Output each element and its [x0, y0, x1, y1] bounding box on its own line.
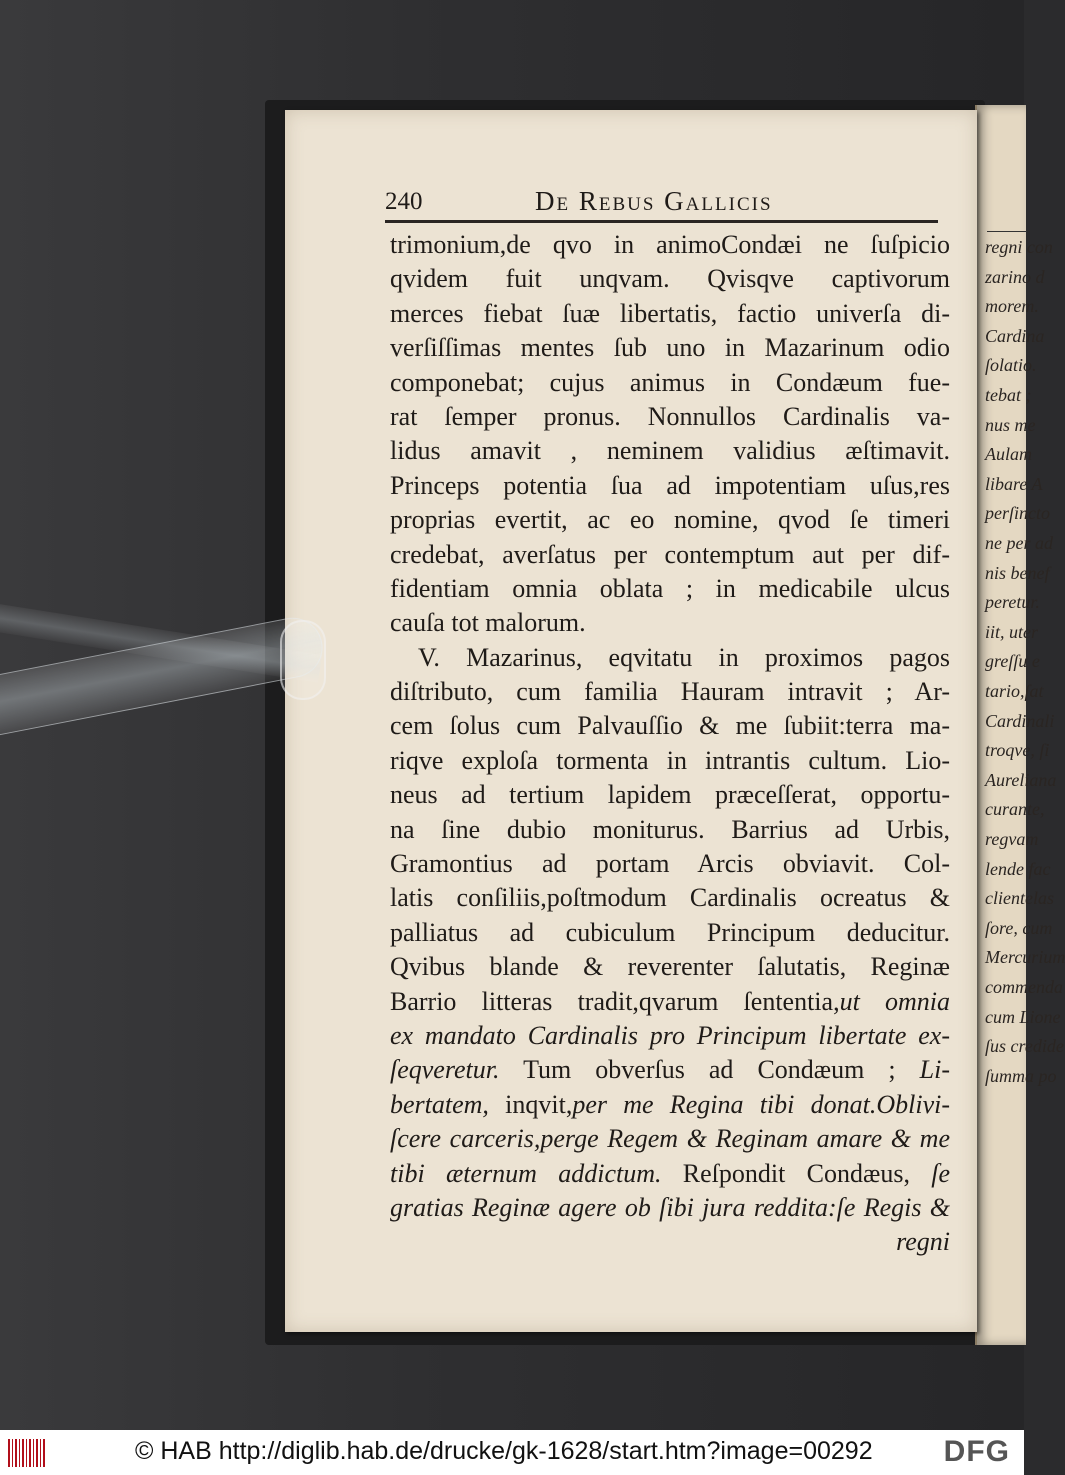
text-line — [390, 606, 950, 640]
facing-page-rule — [987, 231, 1027, 232]
facing-page-line: iit, uter — [985, 621, 1038, 642]
page-number: 240 — [385, 188, 423, 215]
facing-page-line: curante, — [985, 799, 1045, 820]
facing-page-edge — [975, 105, 1065, 1345]
text-line — [390, 434, 950, 468]
text-line — [390, 469, 950, 503]
facing-page-line: libare A — [985, 473, 1043, 494]
text-span: cem ſolus cum Palvauſſio & me ſubiit:terra ma- — [390, 711, 950, 741]
text-span: credebat, averſatus per contemptum aut per dif- — [390, 539, 950, 569]
text-line — [390, 813, 950, 847]
page-body-text — [390, 228, 950, 1260]
text-line — [390, 331, 950, 365]
italic-span: Li- — [919, 1055, 950, 1085]
facing-page-line: tario,ſat — [985, 681, 1044, 701]
dfg-logo: DFG — [943, 1435, 1010, 1468]
text-line — [390, 950, 950, 984]
facing-page-line: commenda — [985, 977, 1063, 997]
text-line — [390, 675, 950, 709]
italic-span: ut omnia — [839, 986, 950, 1016]
facing-page-line: ne per ad — [985, 533, 1053, 553]
facing-page-line: Cardina — [985, 325, 1045, 346]
facing-page-line: Aulam — [985, 444, 1032, 465]
italic-span: bertatem, — [390, 1089, 489, 1119]
text-line — [390, 503, 950, 537]
facing-page-line: ſore, cum — [985, 917, 1053, 938]
text-line — [390, 228, 950, 262]
text-span: Gramontius ad portam Arcis obviavit. Col- — [390, 849, 950, 879]
text-span: Tum obverſus ad Condæum ; — [499, 1055, 920, 1085]
text-line — [390, 1191, 950, 1225]
text-span: inqvit, — [488, 1089, 573, 1119]
italic-span: tibi æternum addictum. — [390, 1158, 662, 1188]
text-line — [390, 1157, 950, 1191]
text-span: proprias evertit, ac eo nomine, qvod ſe timeri — [390, 505, 950, 535]
italic-span: ſcere carceris,perge Regem & Reginam amare & me — [390, 1124, 950, 1154]
italic-span: regni — [896, 1227, 950, 1257]
text-line — [390, 538, 950, 572]
facing-page-line: perſincto — [985, 503, 1050, 524]
text-span: na ſine dubio moniturus. Barrius ad Urbis, — [390, 814, 950, 844]
facing-page-line: nis benef — [985, 562, 1050, 583]
text-line — [390, 744, 950, 778]
facing-page-line: regni con — [985, 237, 1053, 257]
header-rule — [385, 220, 938, 223]
text-span: latis conſiliis,poſtmodum Cardinalis ocreatus & — [390, 883, 950, 913]
text-span: merces fiebat ſuæ libertatis, factio univerſa di- — [390, 298, 950, 328]
text-line — [390, 709, 950, 743]
text-line — [390, 572, 950, 606]
facing-page-line: morem. — [985, 296, 1039, 317]
facing-page-line: lende fac — [985, 858, 1051, 879]
text-span: lidus amavit , neminem validius æſtimavit. — [390, 436, 950, 466]
text-line — [390, 847, 950, 881]
footer-bar — [0, 1430, 1024, 1475]
facing-page-line: zarino d — [985, 266, 1045, 287]
facing-page-line: peretur. — [985, 592, 1040, 613]
facing-page-line: clientelas — [985, 888, 1054, 909]
text-span: Reſpondit Condæus, — [661, 1158, 932, 1188]
text-line — [390, 1019, 950, 1053]
text-line — [390, 916, 950, 950]
facing-page-line: troqve, ſi — [985, 740, 1050, 761]
italic-span: per me Regina tibi donat.Oblivi- — [572, 1089, 950, 1119]
text-line — [390, 1088, 950, 1122]
facing-page-line: nus me — [985, 414, 1036, 435]
text-line — [390, 262, 950, 296]
text-span: diſtributo, cum familia Hauram intravit ; Ar- — [390, 677, 950, 707]
library-barcode-icon — [8, 1439, 46, 1467]
facing-page-line: Mercurium — [985, 947, 1065, 968]
facing-page-line: Aureliana — [985, 769, 1057, 790]
text-line — [390, 1053, 950, 1087]
text-span: componebat; cujus animus in Condæum fue- — [390, 367, 950, 397]
facing-page-line: ſolatio. — [985, 355, 1037, 376]
italic-span: ex mandato Cardinalis pro Principum libertate ex- — [390, 1020, 950, 1050]
italic-span: gratias Reginæ agere ob ſibi jura reddita:ſe Regis & — [390, 1192, 950, 1222]
source-credit-link[interactable]: © HAB http://diglib.hab.de/drucke/gk-1628/start.htm?image=00292 — [135, 1437, 873, 1465]
text-line — [390, 641, 950, 675]
text-span: cauſa tot malorum. — [390, 608, 586, 638]
text-line — [390, 778, 950, 812]
text-line — [390, 1122, 950, 1156]
facing-page-line: greſſu e — [985, 651, 1040, 672]
facing-page-line: cum Lione — [985, 1006, 1061, 1027]
text-span: fidentiam omnia oblata ; in medicabile ulcus — [390, 573, 950, 603]
text-span: trimonium,de qvo in animoCondæi ne ſuſpicio — [390, 230, 950, 259]
text-line — [390, 985, 950, 1019]
text-line — [390, 1225, 950, 1259]
facing-page-line: ſus credide — [985, 1036, 1064, 1057]
text-span: Princeps potentia ſua ad impotentiam uſus,res — [390, 470, 950, 500]
facing-page-line: Cardinali — [985, 710, 1055, 731]
text-span: Barrio litteras tradit,qvarum ſententia, — [390, 986, 840, 1016]
text-span: qvidem fuit unqvam. Qvisqve captivorum — [390, 264, 950, 294]
facing-page-line: ſumma po — [985, 1065, 1057, 1086]
text-line — [390, 400, 950, 434]
text-span: palliatus ad cubiculum Principum deducitur. — [390, 917, 950, 947]
italic-span: ſeqveretur. — [390, 1055, 500, 1085]
text-span: verſiſſimas mentes ſub uno in Mazarinum odio — [390, 333, 950, 363]
glass-rod-tip — [280, 620, 326, 700]
text-span: riqve exploſa tormenta in intrantis cultum. Lio- — [390, 745, 950, 775]
text-span: neus ad tertium lapidem præceſſerat, opportu- — [390, 780, 950, 810]
facing-page-line: tebat ; — [985, 385, 1032, 405]
text-span: Qvibus blande & reverenter ſalutatis, Reginæ — [390, 952, 950, 982]
running-title: De Rebus Gallicis — [535, 186, 773, 216]
italic-span: ſe — [931, 1158, 950, 1188]
page-header — [385, 186, 945, 220]
text-span: V. Mazarinus, eqvitatu in proximos pagos — [418, 642, 950, 672]
text-span: rat ſemper pronus. Nonnullos Cardinalis va- — [390, 401, 950, 431]
text-line — [390, 881, 950, 915]
facing-page-line: regvam — [985, 829, 1039, 849]
text-line — [390, 366, 950, 400]
text-line — [390, 297, 950, 331]
